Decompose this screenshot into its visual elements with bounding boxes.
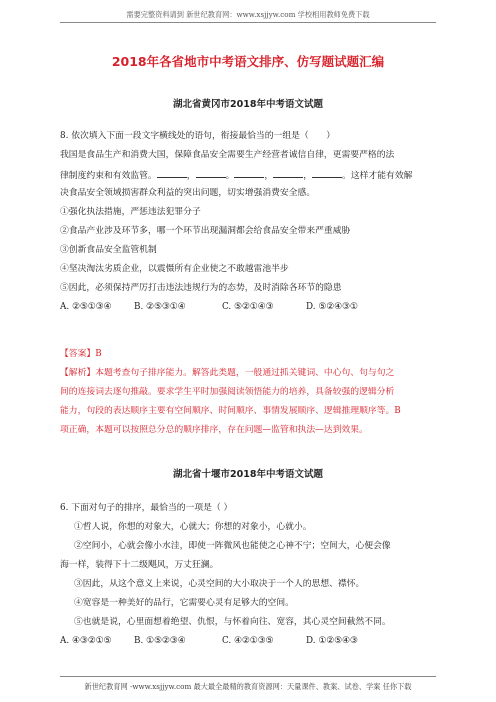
fill-blank-4 bbox=[273, 168, 303, 178]
section2-item-2-cont: 海一样，装得下十二级飓风，万丈狂澜。 bbox=[60, 560, 219, 570]
section2-title: 湖北省十堰市2018年中考语文试题 bbox=[173, 469, 323, 480]
section1-item-5: ⑤因此，必须保持严厉打击违法违规行为的态势，及时消除各环节的隐患 bbox=[60, 283, 342, 293]
section2-item-3: ③因此，从这个意义上来说，心灵空间的大小取决于一个人的思想、襟怀。 bbox=[74, 579, 365, 589]
option-a: A. ②⑤①③④ bbox=[60, 302, 112, 312]
fill-blank-5 bbox=[312, 168, 342, 178]
section1-answer bbox=[60, 348, 436, 361]
analysis-line-2: 间的连接词去逐句推敲。要求学生平时加强阅读领悟能力的培养，具备较强的逻辑分析 bbox=[60, 387, 395, 397]
option-c: C. ④②①③⑤ bbox=[222, 636, 274, 646]
section1-options bbox=[60, 301, 436, 314]
footer-divider bbox=[60, 676, 436, 677]
section1-title: 湖北省黄冈市2018年中考语文试题 bbox=[173, 99, 323, 110]
header-divider bbox=[60, 22, 436, 23]
fill-blank-2 bbox=[196, 168, 226, 178]
section2-item-5: ⑤也就是说，心里面想着绝望、仇恨，与怀着向往、宽容，其心灵空间截然不同。 bbox=[74, 617, 391, 627]
analysis-line-3: 能力，句段的表达顺序主要有空间顺序、时间顺序、事情发展顺序、逻辑推理顺序等。B bbox=[60, 406, 401, 416]
section2-question: 6. 下面对句子的排序，最恰当的一项是（ ） bbox=[60, 503, 233, 513]
option-b: B. ②⑤③①④ bbox=[134, 302, 186, 312]
section2-item-1: ①哲人说，你想的对象大，心就大；你想的对象小，心就小。 bbox=[74, 522, 312, 532]
fill-blank-1 bbox=[157, 168, 187, 178]
section1-body-line3: 决食品安全领域损害群众利益的突出问题，切实增强消费安全感。 bbox=[60, 188, 316, 198]
page-footer: 新世纪教育网 -www.xsjjyw.com 最大最全最精的教育资源网：天量课件、教案、试卷、学案 任你下载 bbox=[84, 682, 412, 691]
option-d: D. ⑤②④③① bbox=[306, 302, 358, 312]
section2-options bbox=[60, 635, 436, 648]
analysis-line-4: 项正确，本题可以按照总分总的顺序排序，存在问题—监管和执法—达到效果。 bbox=[60, 425, 368, 435]
section2-item-2: ②空间小，心就会像小水洼，即使一阵微风也能使之心神不宁；空间大，心便会像 bbox=[74, 541, 391, 551]
section1-item-2: ②食品产业涉及环节多，哪一个环节出现漏洞都会给食品安全带来严重威胁 bbox=[60, 226, 351, 236]
option-b: B. ①⑤②③④ bbox=[134, 636, 186, 646]
fill-blank-3 bbox=[234, 168, 264, 178]
section1-item-1: ①强化执法措施，严惩违法犯罪分子 bbox=[60, 207, 201, 217]
section1-body2-post: 。这样才能有效解 bbox=[342, 171, 413, 181]
section1-body-line2: 律制度约束和有效监管。 ， 。 ， ， 。这样才能有效解 bbox=[60, 168, 436, 183]
section2-item-4: ④宽容是一种美好的品行，它需要心灵有足够大的空间。 bbox=[74, 598, 294, 608]
analysis-line-1: 【解析】本题考查句子排序能力。解答此类题，一般通过抓关键词、中心句、句与句之 bbox=[60, 368, 395, 378]
section1-item-3: ③创新食品安全监管机制 bbox=[60, 245, 157, 255]
answer-label: 【答案】 bbox=[60, 349, 96, 359]
section1-question: 8. 依次填入下面一段文字横线处的语句，衔接最恰当的一组是（ ） bbox=[60, 131, 336, 141]
option-d: D. ①②⑤④③ bbox=[306, 636, 358, 646]
section1-body2-pre: 律制度约束和有效监管。 bbox=[60, 171, 157, 181]
section1-item-4: ④坚决淘汰劣质企业，以震慑所有企业使之不敢越雷池半步 bbox=[60, 264, 289, 274]
section1-body-line1: 我国是食品生产和消费大国，保障食品安全需要生产经营者诚信自律，更需要严格的法 bbox=[60, 150, 395, 160]
option-a: A. ④③②①⑤ bbox=[60, 636, 112, 646]
option-c: C. ⑤②①④③ bbox=[222, 302, 274, 312]
answer-value: B bbox=[95, 349, 102, 359]
page-header: 需要完整资料请到 新世纪教育网：www.xsjjyw.com 学校相用教师免费下载 bbox=[126, 10, 370, 19]
document-title: 2018年各省地市中考语文排序、仿写题试题汇编 bbox=[111, 54, 385, 69]
